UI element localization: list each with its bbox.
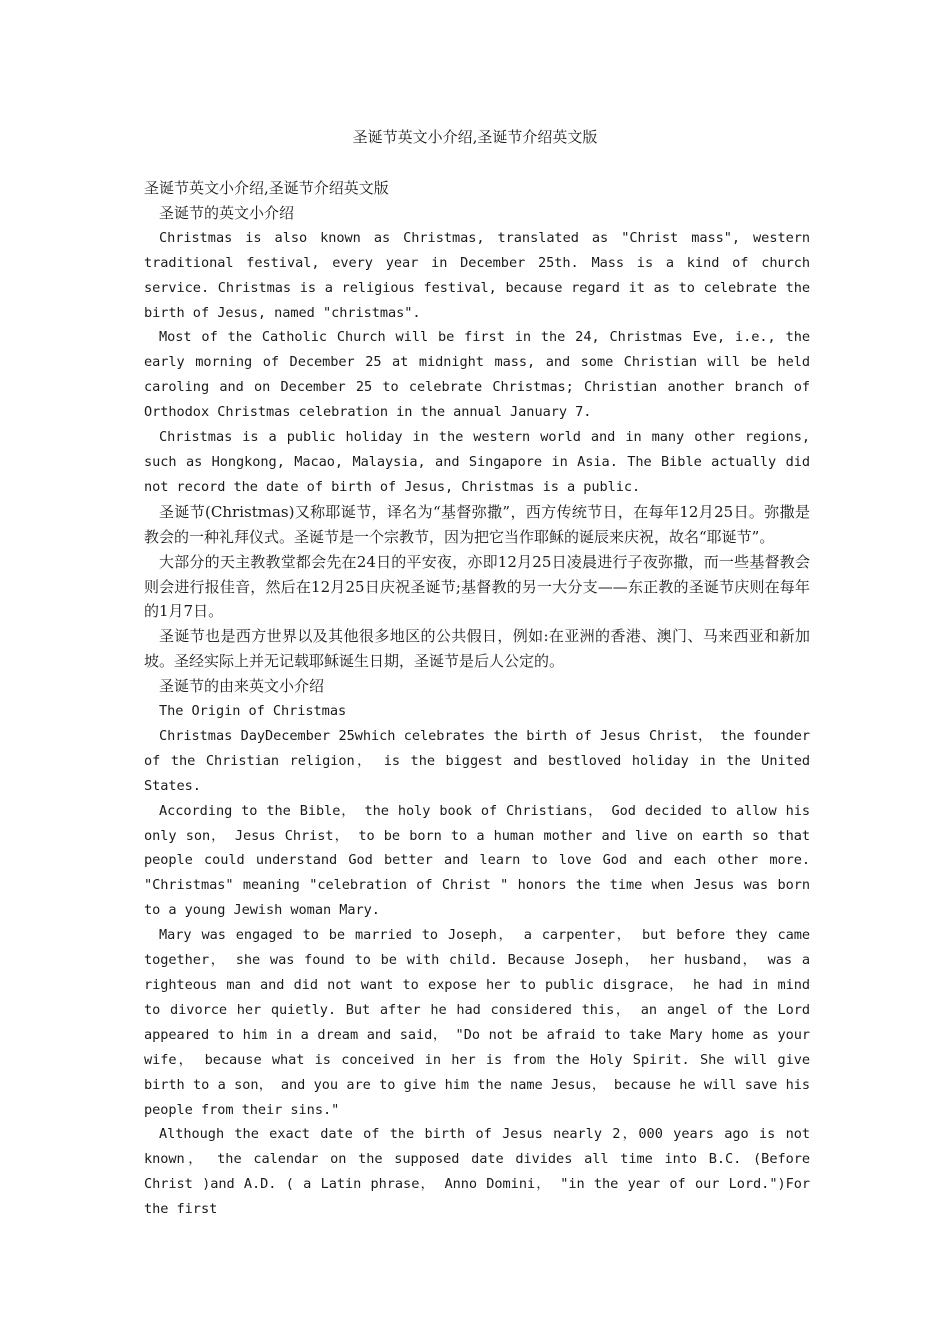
paragraph: 圣诞节(Christmas)又称耶诞节，译名为“基督弥撒”，西方传统节日，在每年12月25日。弥撒是教会的一种礼拜仪式。圣诞节是一个宗教节，因为把它当作耶稣的诞辰来庆祝，故名“耶诞节”。 xyxy=(144,502,810,546)
subsection-heading: 圣诞节的由来英文小介绍 xyxy=(159,677,325,696)
subsection-heading: The Origin of Christmas xyxy=(159,703,347,720)
section-heading: 圣诞节英文小介绍,圣诞节介绍英文版 xyxy=(144,179,389,197)
paragraph: 圣诞节也是西方世界以及其他很多地区的公共假日，例如:在亚洲的香港、澳门、马来西亚和新加坡。圣经实际上并无记载耶稣诞生日期，圣诞节是后人公定的。 xyxy=(144,627,810,671)
subsection-heading: 圣诞节的英文小介绍 xyxy=(159,203,295,222)
document-body xyxy=(144,176,810,1222)
paragraph: Most of the Catholic Church will be first in the 24, Christmas Eve, i.e., the early morning of December 25 at midnight mass, and some Christian will be held caroling and on December 25 to celebrate Christmas; Christian another branch of Orthodox Christmas celebration in the annual January 7. xyxy=(144,329,810,421)
paragraph: Although the exact date of the birth of Jesus nearly 2，000 years ago is not known， the calendar on the supposed date divides all time into B.C. (Before Christ )and A.D. ( a Latin phrase， Anno Domini， "in the year of our Lord.")For the first xyxy=(144,1126,810,1218)
paragraph: Mary was engaged to be married to Joseph， a carpenter， but before they came together， she was found to be with child. Because Joseph， her husband， was a righteous man and did not want to expose her to public disgrace， he had in mind to divorce her quietly. But after he had considered this， an angel of the Lord appeared to him in a dream and said， "Do not be afraid to take Mary home as your wife， because what is conceived in her is from the Holy Spirit. She will give birth to a son， and you are to give him the name Jesus， because he will save his people from their sins." xyxy=(144,927,810,1118)
paragraph: Christmas is a public holiday in the western world and in many other regions, such as Hongkong, Macao, Malaysia, and Singapore in Asia. The Bible actually did not record the date of birth of Jesus, Christmas is a public. xyxy=(144,429,810,495)
paragraph: According to the Bible， the holy book of Christians， God decided to allow his only son， Jesus Christ， to be born to a human mother and live on earth so that people could understand God better and learn to love God and each other more. "Christmas" meaning "celebration of Christ " honors the time when Jesus was born to a young Jewish woman Mary. xyxy=(144,802,810,919)
paragraph: Christmas DayDecember 25which celebrates the birth of Jesus Christ， the founder of the Christian religion， is the biggest and bestloved holiday in the United States. xyxy=(144,727,810,794)
paragraph: Christmas is also known as Christmas, translated as "Christ mass", western traditional festival, every year in December 25th. Mass is a kind of church service. Christmas is a religious festival, because regard it as to celebrate the birth of Jesus, named "christmas". xyxy=(144,229,810,321)
page-title: 圣诞节英文小介绍,圣诞节介绍英文版 xyxy=(352,128,598,146)
paragraph: 大部分的天主教教堂都会先在24日的平安夜，亦即12月25日凌晨进行子夜弥撒，而一些基督教会则会进行报佳音，然后在12月25日庆祝圣诞节;基督教的另一大分支——东正教的圣诞节庆则在每年的1月7日。 xyxy=(144,552,810,621)
